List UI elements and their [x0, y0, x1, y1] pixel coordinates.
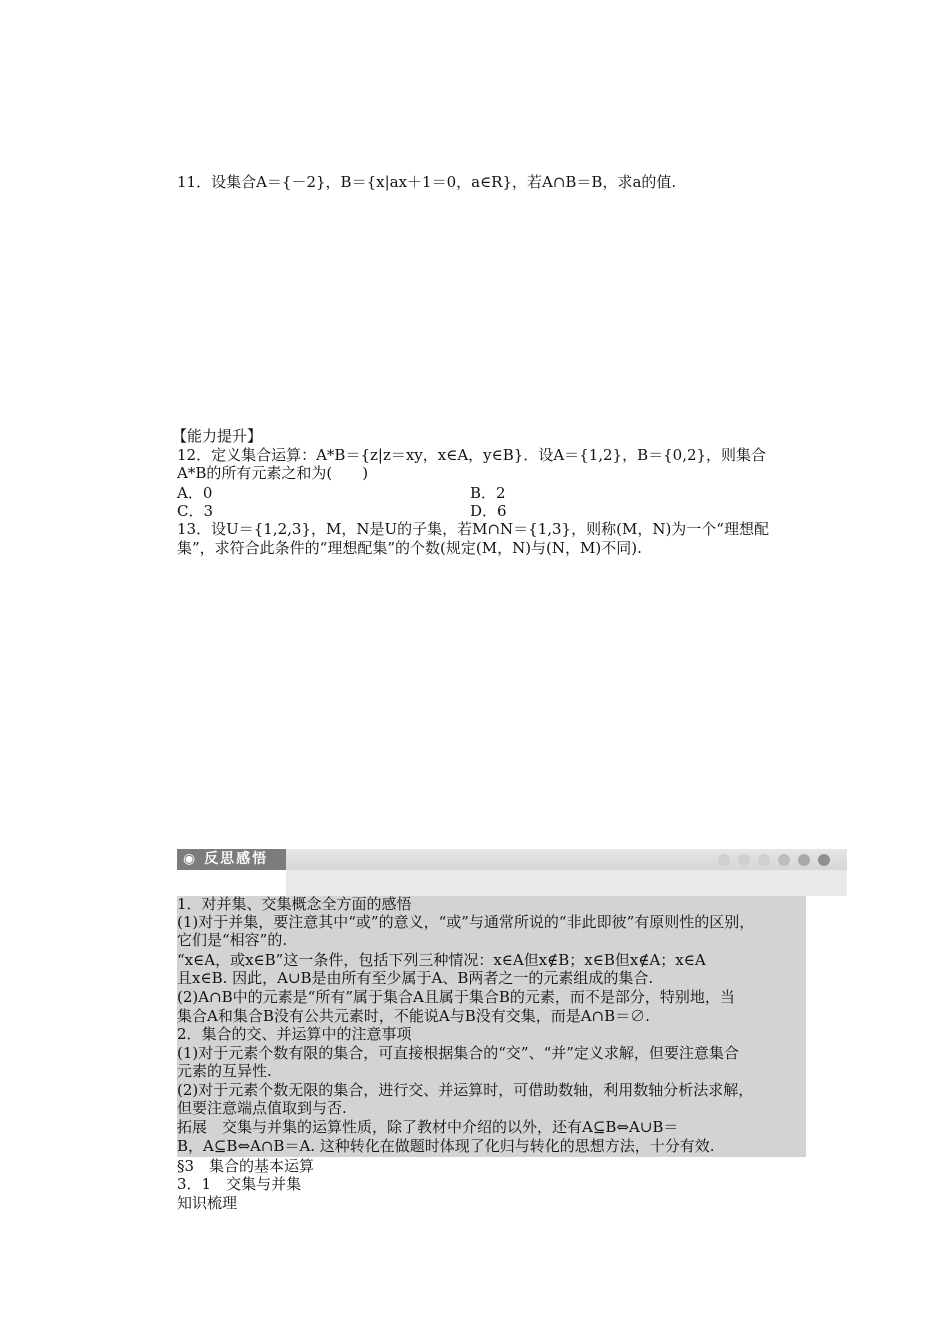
subsection-heading: 知识梳理: [177, 1194, 238, 1212]
question-13-line1: 13．设U＝{1,2,3}，M，N是U的子集，若M∩N＝{1,3}，则称(M，N)为一个“理想配: [177, 520, 769, 538]
decor-dot-icon: [798, 854, 810, 866]
ability-section-heading: 【能力提升】: [172, 427, 263, 445]
question-12-option-d: D．6: [470, 502, 507, 520]
reflection-line: (1)对于并集，要注意其中“或”的意义，“或”与通常所说的“非此即彼”有原则性的区别，: [177, 913, 755, 931]
question-12-option-a: A．0: [177, 484, 213, 502]
banner-decoration-dots: [718, 854, 830, 866]
reflection-line: B，A⊆B⇔A∩B＝A. 这种转化在做题时体现了化归与转化的思想方法，十分有效.: [177, 1137, 715, 1155]
question-12-line1: 12．定义集合运算：A*B＝{z|z＝xy，x∈A，y∈B}．设A＝{1,2}，B＝{0,2}，则集合: [177, 446, 767, 464]
section-heading: 3．1 交集与并集: [177, 1175, 302, 1193]
reflection-line: 它们是“相容”的.: [177, 931, 288, 949]
decor-dot-icon: [718, 854, 730, 866]
reflection-line: 且x∈B. 因此，A∪B是由所有至少属于A、B两者之一的元素组成的集合.: [177, 969, 654, 987]
reflection-line: 拓展 交集与并集的运算性质，除了教材中介绍的以外，还有A⊆B⇔A∪B＝: [177, 1118, 679, 1136]
question-11: 11．设集合A＝{－2}，B＝{x|ax＋1＝0，a∈R}，若A∩B＝B，求a的值.: [177, 173, 677, 191]
reflection-line: (2)对于元素个数无限的集合，进行交、并运算时，可借助数轴，利用数轴分析法求解，: [177, 1081, 754, 1099]
reflection-line: (1)对于元素个数有限的集合，可直接根据集合的“交”、“并”定义求解，但要注意集合: [177, 1044, 739, 1062]
reflection-line: 集合A和集合B没有公共元素时，不能说A与B没有交集，而是A∩B＝∅.: [177, 1007, 650, 1025]
reflection-line: 元素的互异性.: [177, 1062, 272, 1080]
reflection-line: “x∈A，或x∈B”这一条件，包括下列三种情况：x∈A但x∉B；x∈B但x∉A；x∈A: [177, 951, 706, 969]
question-12-option-b: B．2: [470, 484, 506, 502]
question-13-line2: 集”，求符合此条件的“理想配集”的个数(规定(M，N)与(N，M)不同).: [177, 539, 642, 557]
reflection-line: 2．集合的交、并运算中的注意事项: [177, 1025, 412, 1043]
question-12-option-c: C．3: [177, 502, 214, 520]
decor-dot-icon: [818, 854, 830, 866]
reflection-banner-title: ◉ 反思感悟: [177, 849, 286, 870]
question-12-line2: A*B的所有元素之和为( ): [177, 464, 369, 482]
decor-dot-icon: [738, 854, 750, 866]
reflection-banner-underbar: [286, 870, 847, 896]
chapter-heading: §3 集合的基本运算: [177, 1157, 315, 1175]
reflection-line: 1．对并集、交集概念全方面的感悟: [177, 895, 412, 913]
reflection-line: (2)A∩B中的元素是“所有”属于集合A且属于集合B的元素，而不是部分，特别地，当: [177, 988, 735, 1006]
decor-dot-icon: [778, 854, 790, 866]
decor-dot-icon: [758, 854, 770, 866]
reflection-line: 但要注意端点值取到与否.: [177, 1099, 347, 1117]
